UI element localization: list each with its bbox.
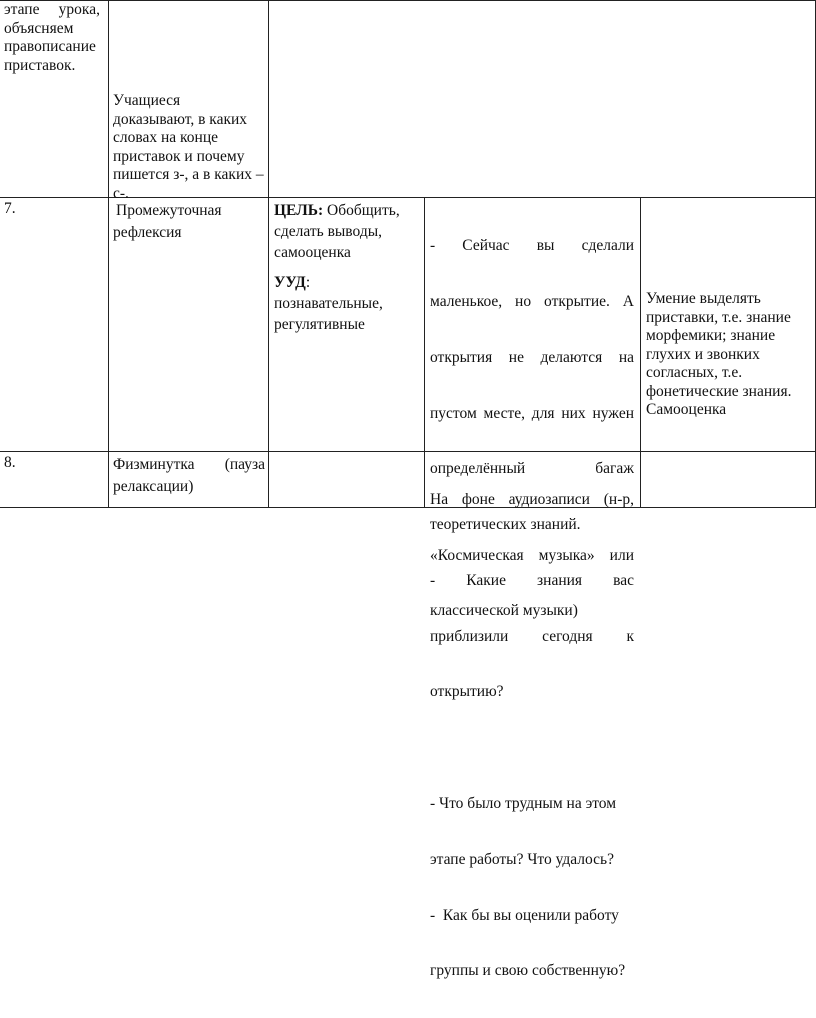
row-8-stage [113, 454, 265, 498]
text-line: этапе работы? Что удалось? [430, 850, 614, 868]
text-line: с-. [113, 184, 129, 202]
row-7-goal [274, 200, 422, 335]
text-line: - Как бы вы оценили работу [430, 906, 619, 924]
goal-line-1 [274, 200, 422, 221]
top-row-col1-text [4, 1, 100, 75]
column-divider-1 [108, 0, 109, 508]
text-line: группы и свою собственную? [430, 962, 626, 980]
column-divider-4 [640, 197, 641, 508]
text-line: глухих и звонких [646, 345, 760, 363]
text-line: фонетические знания. [646, 382, 792, 400]
text-line: открытия не делаются на [430, 348, 634, 366]
text-line: маленькое, но открытие. А [430, 292, 634, 310]
text-line: этапе урока, [4, 1, 100, 18]
text-line: рефлексия [113, 224, 182, 241]
text-line: (пауза [224, 456, 265, 473]
row-8-teacher-activity [430, 454, 634, 658]
text-line: - Сейчас вы сделали [430, 237, 634, 255]
text-line: классической музыки) [430, 602, 578, 619]
text-line: - Что было трудным на этом [430, 795, 617, 812]
column-divider-2 [268, 0, 269, 508]
row-divider-8 [0, 451, 816, 452]
text-line: Учащиеся [113, 92, 181, 109]
text-line: самооценка [274, 244, 351, 261]
text-line: «Космическая музыка» или [430, 546, 634, 564]
table-border-bottom [0, 507, 816, 508]
row-7-stage [113, 200, 263, 244]
text-line: объясняем [4, 19, 74, 37]
text-line: словах на конце [113, 129, 218, 146]
text-line: доказывают, в каких [113, 110, 248, 128]
text-line: познавательные, [274, 295, 383, 312]
text-line: - Какие знания вас [430, 571, 634, 589]
text-line: приставки, т.е. знание [646, 308, 791, 326]
text-line: согласных, т.е. [646, 364, 743, 381]
text-line: релаксации) [113, 478, 194, 495]
text-line: приставок. [4, 56, 76, 74]
text-line: : [305, 274, 311, 291]
uud-label: УУД [274, 274, 306, 291]
row-7-number: 7. [4, 200, 16, 217]
row-8-number: 8. [4, 454, 16, 471]
text-line: Самооценка [646, 401, 727, 418]
text-line: регулятивные [274, 316, 365, 333]
table-border-top [0, 0, 816, 1]
text-line: пустом месте, для них нужен [430, 404, 634, 422]
text-line: Физминутка [113, 456, 195, 473]
row-7-result [646, 290, 812, 420]
text-line: правописание [4, 38, 96, 55]
text-line: открытию? [430, 683, 504, 701]
text-line: приставок и почему [113, 147, 245, 165]
text-line: сделать выводы, [274, 223, 383, 240]
text-line: теоретических знаний. [430, 516, 581, 534]
text-line: Умение выделять [646, 290, 761, 307]
column-divider-3 [424, 197, 425, 508]
text-line: На фоне аудиозаписи (н-р, [430, 491, 634, 508]
text-line: Промежуточная [116, 202, 222, 219]
top-row-col2-text [113, 92, 265, 203]
uud-line [274, 272, 422, 293]
text-line: определённый багаж [430, 460, 634, 478]
goal-label: ЦЕЛЬ: [274, 202, 324, 219]
stage-line-1 [113, 454, 265, 476]
text-line: морфемики; знание [646, 327, 776, 344]
blank-line [430, 739, 634, 758]
text-line: пишется з-, а в каких – [113, 166, 264, 183]
text-line: Обобщить, [323, 202, 400, 219]
text-line: приблизили сегодня к [430, 627, 634, 645]
